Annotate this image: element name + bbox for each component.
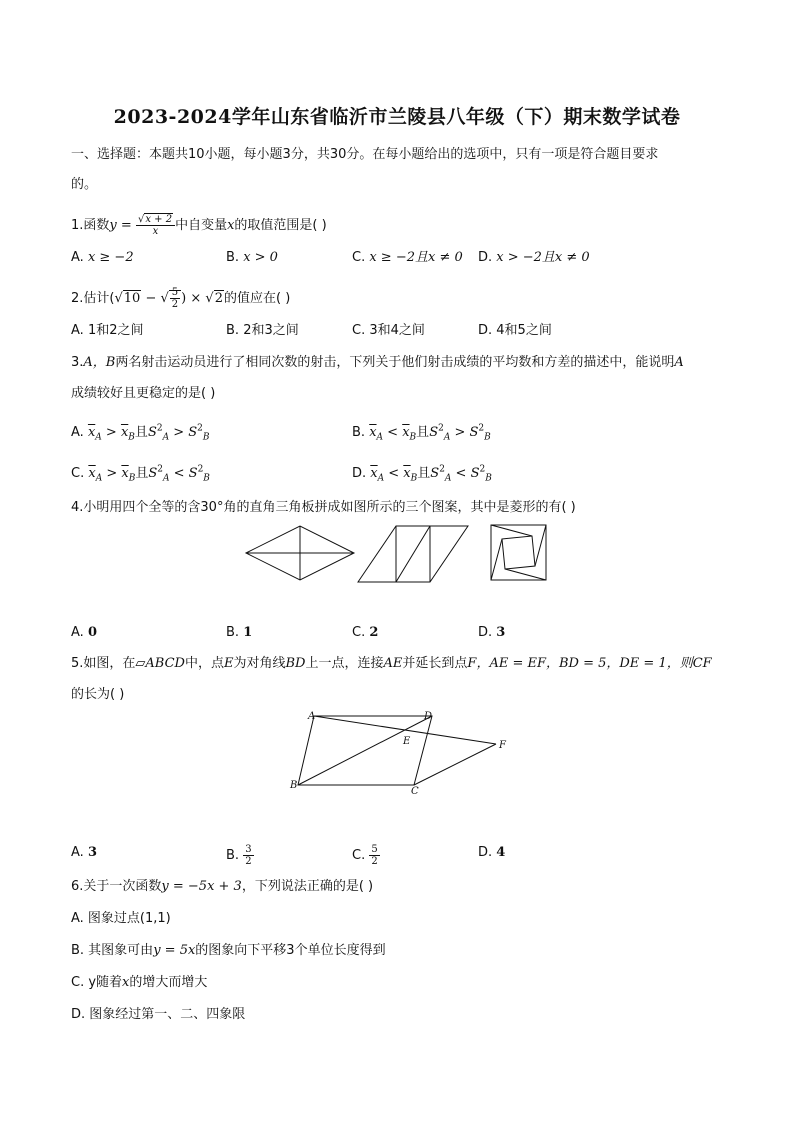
q1-option-d: D. x > −2且x ≠ 0 (478, 250, 590, 265)
q2-option-c: C. 3和4之间 (352, 323, 425, 338)
q4-option-c: C. 2 (352, 625, 379, 640)
q4-option-b: B. 1 (226, 625, 253, 640)
q5-label-a: A (308, 711, 316, 722)
q5-diagonal-bd (298, 716, 432, 785)
q1-var: x (227, 218, 235, 233)
question-3-line2: 成绩较好且更稳定的是( ) (71, 386, 216, 401)
page-title: 2023-2024学年山东省临沂市兰陵县八年级（下）期末数学试卷 (113, 106, 681, 128)
q1-fraction (136, 214, 175, 237)
q6-option-b: B. 其图象可由y = 5x的图象向下平移3个单位长度得到 (71, 943, 386, 958)
question-6: 6.关于一次函数y = −5x + 3，下列说法正确的是( ) (71, 879, 374, 894)
q1-option-b: B. x > 0 (226, 250, 278, 265)
question-5-line1: 5.如图，在▱ABCD中，点E为对角线BD上一点，连接AE并延长到点F，AE = EF，BD = 5，DE = 1，则CF (71, 656, 712, 671)
square-inner-4 (491, 539, 502, 580)
q4-figure-rhombus (246, 524, 354, 582)
q3-option-d: D. $\overline{x}_A < \overline{x}_B$且$S^2_A < S^2_B$ (352, 464, 492, 484)
q5-label-b: B (290, 780, 298, 791)
q5-label-d: D (424, 711, 433, 722)
q5-option-a: A. 3 (71, 845, 97, 860)
q5-figure-parallelogram (288, 708, 518, 798)
square-inner-3 (505, 569, 546, 580)
section-instruction-line1: 一、选择题：本题共10小题，每小题3分，共30分。在每小题给出的选项中，只有一项是符合题目要求 (71, 147, 659, 162)
q6-option-c: C. y随着x的增大而增大 (71, 975, 208, 990)
q2-radical-2: 2 (214, 291, 223, 306)
q3-option-a: A. $\overline{x}_A > \overline{x}_B$且$S^2_A > S^2_B$ (71, 423, 210, 443)
question-4: 4.小明用四个全等的含30°角的直角三角板拼成如图所示的三个图案，其中是菱形的有( ) (71, 500, 576, 515)
question-5-line2: 的长为( ) (71, 687, 125, 702)
parallelogram-divider-2 (396, 526, 430, 582)
q1-numerator: √x + 2 (136, 214, 175, 226)
q4-figure-parallelogram (358, 524, 468, 584)
q2-option-a: A. 1和2之间 (71, 323, 144, 338)
q1-eq: = (116, 218, 136, 233)
q1-suffix: 中自变量 (175, 218, 228, 233)
square-inner-1 (491, 525, 532, 536)
q6-option-d: D. 图象经过第一、二、四象限 (71, 1007, 246, 1022)
q4-option-a: A. 0 (71, 625, 97, 640)
question-1 (71, 214, 327, 237)
q2-option-b: B. 2和3之间 (226, 323, 299, 338)
q5-label-f: F (499, 740, 506, 751)
q5-label-e: E (403, 736, 411, 747)
q2-radical-10: 10 (123, 291, 141, 306)
question-3-line1: 3.A，B两名射击运动员进行了相同次数的射击，下列关于他们射击成绩的平均数和方差的描述中，能说明A (71, 355, 684, 370)
square-outline (491, 525, 546, 580)
q5-label-c: C (411, 786, 419, 797)
section-instruction-line2: 的。 (71, 177, 98, 192)
q3-option-c: C. $\overline{x}_A > \overline{x}_B$且$S^2_A < S^2_B$ (71, 464, 210, 484)
q1-suffix2: 的取值范围是( ) (234, 218, 327, 233)
q1-y: y (109, 218, 117, 233)
square-inner-square (502, 536, 535, 569)
q1-prefix: 1.函数 (71, 218, 110, 233)
q5-option-c: C. $\frac{5}{2}$ (352, 844, 378, 867)
q1-option-c: C. x ≥ −2且x ≠ 0 (352, 250, 463, 265)
q5-option-b: B. $\frac{3}{2}$ (226, 844, 252, 867)
question-2: 2.估计(√10 − √ $\frac{5}{2}$ ) × √2的值应在( ) (71, 287, 291, 310)
q2-fraction: $\frac{5}{2}$ (171, 287, 179, 310)
q4-figure-square (490, 524, 548, 582)
q5-option-d: D. 4 (478, 845, 506, 860)
q2-option-d: D. 4和5之间 (478, 323, 552, 338)
q3-option-b: B. $\overline{x}_A < \overline{x}_B$且$S^2_A > S^2_B$ (352, 423, 491, 443)
q1-denominator: x (152, 226, 159, 237)
q5-segment-cf (414, 744, 496, 785)
q6-option-a: A. 图象过点(1,1) (71, 911, 171, 926)
square-inner-2 (535, 525, 546, 566)
q4-option-d: D. 3 (478, 625, 506, 640)
q1-option-a: A. x ≥ −2 (71, 250, 134, 265)
q1-radicand: x + 2 (145, 214, 173, 225)
